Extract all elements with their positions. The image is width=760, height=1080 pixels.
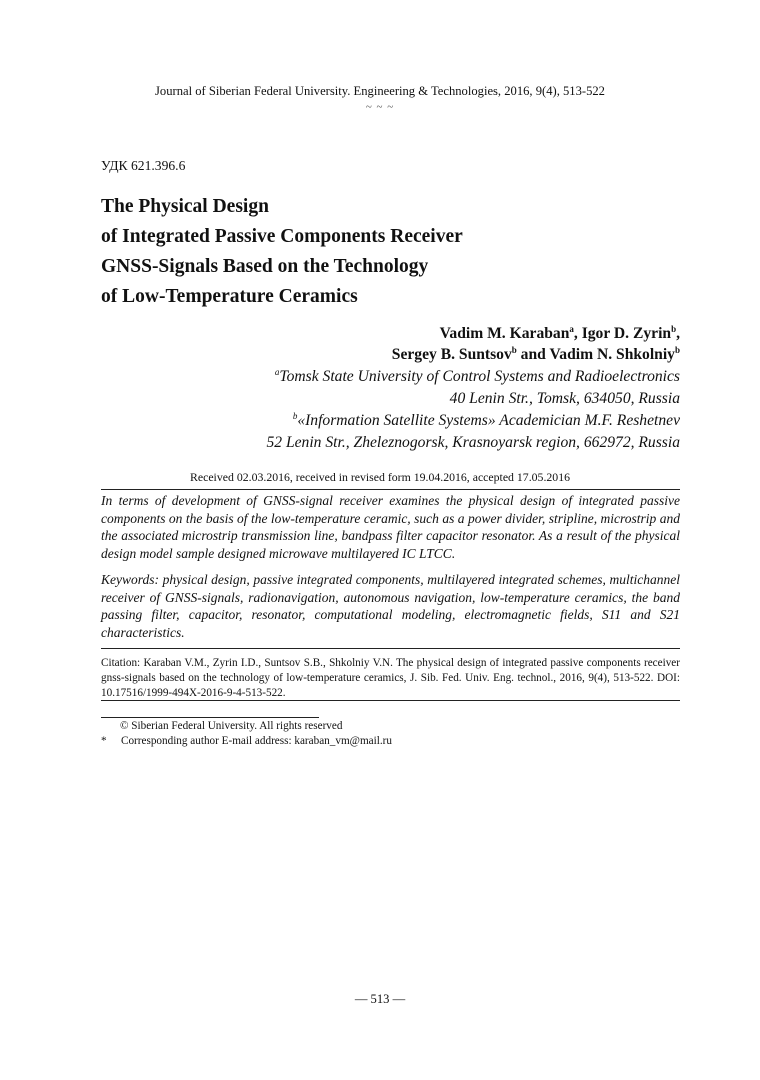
affil-mark: a: [274, 366, 280, 377]
authors-line-2: [392, 346, 680, 364]
author-name: Igor D. Zyrin: [581, 325, 672, 342]
journal-header: Journal of Siberian Federal University. Engineering & Technologies, 2016, 9(4), 513-522: [155, 84, 605, 98]
affiliation-b-address: 52 Lenin Str., Zheleznogorsk, Krasnoyarsk region, 662972, Russia: [266, 434, 680, 451]
title-line-1: The Physical Design: [101, 196, 269, 217]
authors-line-1: [440, 325, 680, 343]
title-line-4: of Low-Temperature Ceramics: [101, 286, 358, 307]
page-number: — 513 —: [354, 992, 406, 1006]
affil-name: «Information Satellite Systems» Academician M.F. Reshetnev: [297, 412, 680, 429]
author-name: Vadim M. Karaban: [439, 325, 570, 342]
footnote-star: *: [101, 735, 107, 747]
corresponding-footnote: [101, 735, 392, 747]
author-name: Vadim N. Shkolniy: [549, 346, 675, 363]
footnote-rule: [101, 717, 319, 718]
title-line-3: GNSS-Signals Based on the Technology: [101, 256, 429, 277]
author-separator: ,: [573, 325, 582, 342]
citation: Citation: Karaban V.M., Zyrin I.D., Suntsov S.B., Shkolniy V.N. The physical design of integrated passive components receiver gnss-signals based on the technology of low-temperature ceramics, J. Sib. Fed. Univ. Eng. technol., 2016, 9(4), 513-522. DOI: 10.17516/1999-494X-2016-9-4-513-522.: [101, 657, 680, 699]
author-affil-mark: a: [569, 323, 574, 334]
corresponding-email: Corresponding author E-mail address: karaban_vm@mail.ru: [121, 735, 392, 747]
affiliation-a-address: 40 Lenin Str., Tomsk, 634050, Russia: [449, 390, 680, 407]
author-affil-mark: b: [671, 323, 677, 334]
citation-bottom-rule: [101, 700, 680, 701]
author-name: Sergey B. Suntsov: [391, 346, 512, 363]
author-separator: ,: [676, 325, 680, 342]
citation-top-rule: [101, 648, 680, 649]
keywords: Keywords: physical design, passive integrated components, multilayered integrated schemes, multichannel receiver of GNSS-signals, radionavigation, autonomous navigation, low-temperature ceramics, the band passing filter, capacitor, resonator, computational modeling, electromagnetic fields, S11 and S21 characteristics.: [101, 572, 680, 640]
received-dates: Received 02.03.2016, received in revised form 19.04.2016, accepted 17.05.2016: [189, 470, 570, 484]
author-affil-mark: b: [674, 344, 680, 355]
affil-mark: b: [292, 410, 298, 421]
udk-code: УДК 621.396.6: [101, 158, 186, 173]
title-line-2: of Integrated Passive Components Receiver: [101, 226, 463, 247]
author-affil-mark: b: [511, 344, 517, 355]
affil-name: Tomsk State University of Control Systems and Radioelectronics: [279, 368, 680, 385]
author-conjunction: and: [516, 346, 550, 363]
affiliation-b-name: [293, 412, 680, 430]
affiliation-a-name: [275, 368, 680, 386]
header-ornament: ~ ~ ~: [365, 101, 395, 113]
abstract: In terms of development of GNSS-signal receiver examines the physical design of integrated passive components on the basis of the low-temperature ceramic, such as a power divider, stripline, microstrip and the associated microstrip transmission line, bandpass filter capacitor resonator. As a result of the physical design model sample designed microwave multilayered IC LTCC.: [101, 493, 680, 561]
abstract-top-rule: [101, 489, 680, 490]
copyright-footnote: © Siberian Federal University. All rights reserved: [120, 720, 343, 732]
